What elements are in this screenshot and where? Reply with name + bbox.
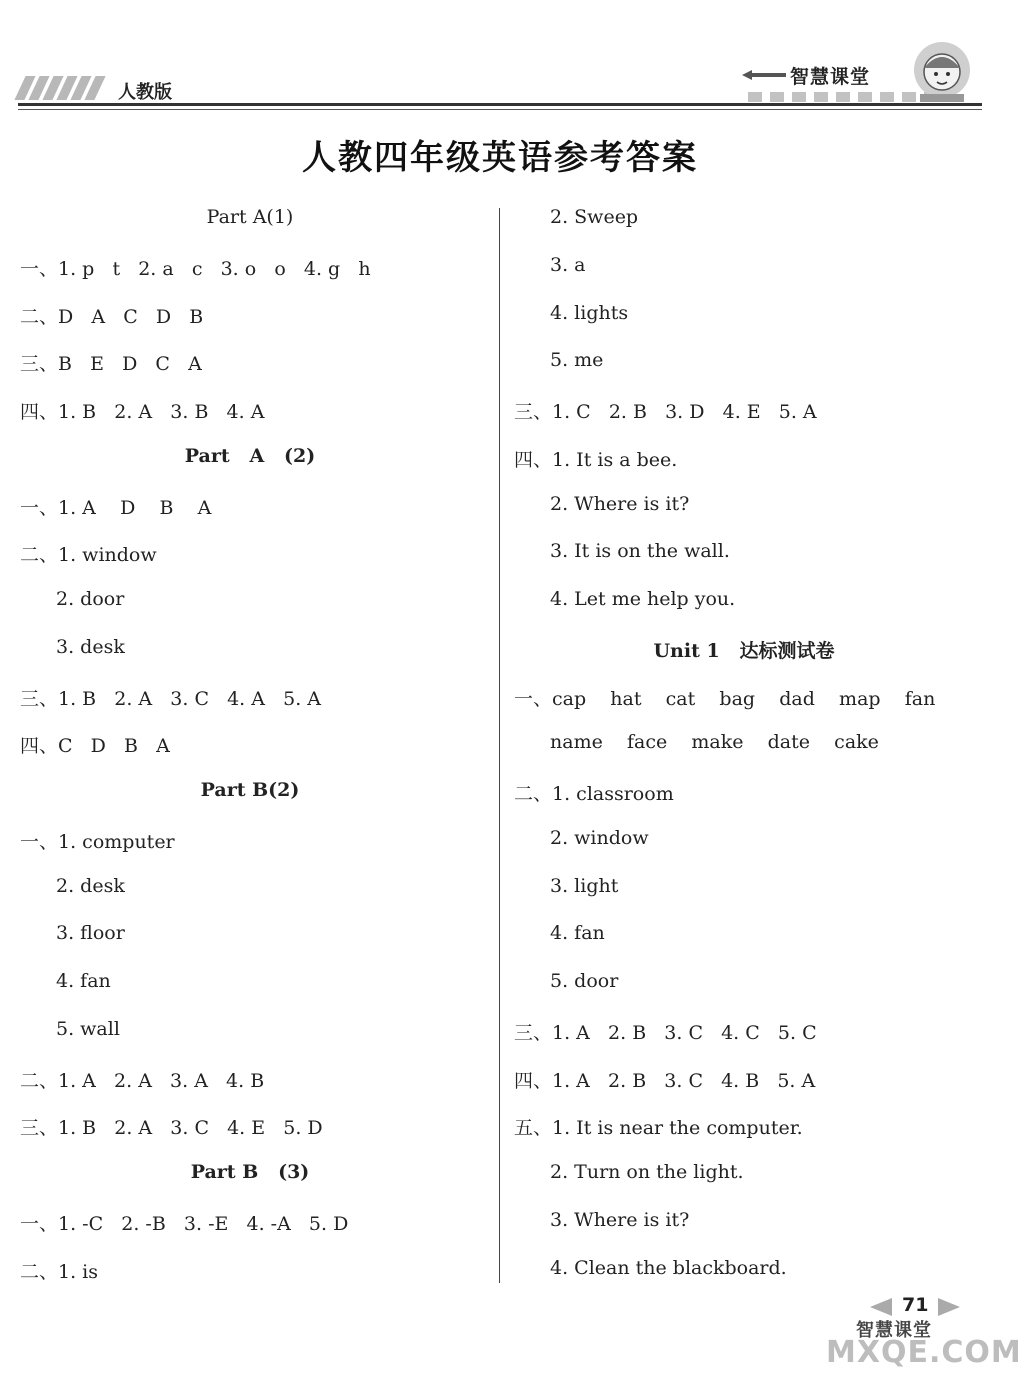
answer-line bbox=[56, 875, 125, 897]
answer-line bbox=[20, 1257, 98, 1284]
header-rule-thin bbox=[18, 109, 982, 110]
answer-text: 1. A D B A bbox=[58, 496, 212, 519]
header-rule bbox=[18, 103, 982, 106]
brand-title: 智慧课堂 bbox=[790, 66, 871, 88]
answer-line bbox=[550, 254, 586, 276]
answer-text: C D B A bbox=[58, 735, 170, 758]
section-heading bbox=[20, 206, 480, 228]
answer-line bbox=[20, 1066, 264, 1093]
answer-line bbox=[550, 827, 649, 849]
answer-line bbox=[514, 1113, 803, 1140]
answer-text: 4. fan bbox=[56, 970, 111, 992]
answer-text: 2. door bbox=[56, 588, 125, 610]
answer-line bbox=[56, 970, 111, 992]
section-heading-text: Part B (3) bbox=[190, 1161, 310, 1183]
answer-text: 1. B 2. A 3. B 4. A bbox=[58, 401, 265, 423]
answer-text: 1. A 2. A 3. A 4. B bbox=[58, 1069, 265, 1092]
triangle-right-icon bbox=[938, 1298, 960, 1316]
question-number: 四、 bbox=[514, 1069, 553, 1092]
answer-line bbox=[550, 1209, 689, 1231]
answer-line bbox=[514, 445, 677, 472]
answer-text: 1. classroom bbox=[552, 783, 674, 805]
answer-line bbox=[550, 206, 638, 228]
arrow-left-icon bbox=[742, 70, 786, 80]
question-number: 三、 bbox=[20, 1117, 59, 1140]
question-number: 二、 bbox=[514, 783, 553, 805]
answer-text: 2. Where is it? bbox=[550, 492, 690, 515]
answer-text: D A C D B bbox=[58, 305, 204, 328]
answer-text: 3. desk bbox=[56, 635, 125, 658]
answer-text: 3. Where is it? bbox=[550, 1208, 690, 1231]
answer-text: 1. B 2. A 3. C 4. A 5. A bbox=[58, 687, 321, 710]
answer-line bbox=[20, 731, 170, 758]
question-number: 一、 bbox=[20, 1212, 59, 1235]
answer-line bbox=[20, 1113, 323, 1140]
question-number: 四、 bbox=[514, 448, 553, 471]
answer-line bbox=[20, 302, 203, 329]
edition-label: 人教版 bbox=[118, 82, 172, 103]
answer-text: cap hat cat bag dad map fan bbox=[552, 687, 936, 710]
answer-text: 1. computer bbox=[58, 830, 175, 853]
answer-line bbox=[550, 540, 730, 562]
answer-text: 1. A 2. B 3. C 4. C 5. C bbox=[552, 1021, 817, 1044]
answer-line bbox=[550, 302, 628, 324]
answer-text: 4. lights bbox=[550, 301, 629, 324]
answer-text: 4. Let me help you. bbox=[550, 588, 736, 610]
answer-text: 1. C 2. B 3. D 4. E 5. A bbox=[552, 401, 817, 423]
section-heading bbox=[20, 779, 480, 801]
answer-text: 1. A 2. B 3. C 4. B 5. A bbox=[552, 1069, 816, 1092]
section-heading-text: Part B(2) bbox=[200, 779, 300, 801]
answer-text: 2. Sweep bbox=[550, 206, 639, 228]
question-number: 一、 bbox=[514, 687, 553, 710]
answer-line bbox=[20, 827, 175, 854]
section-heading-text: Unit 1 达标测试卷 bbox=[653, 639, 835, 662]
answer-line bbox=[550, 1257, 787, 1279]
answer-line bbox=[56, 588, 124, 610]
section-heading bbox=[20, 445, 480, 467]
question-number: 三、 bbox=[20, 353, 59, 376]
question-number: 三、 bbox=[514, 401, 553, 423]
answer-line bbox=[20, 493, 211, 520]
question-number: 三、 bbox=[514, 1021, 553, 1044]
page-header bbox=[0, 0, 1000, 115]
question-number: 二、 bbox=[20, 1069, 59, 1092]
page-title: 人教四年级英语参考答案 bbox=[302, 138, 698, 178]
question-number: 五、 bbox=[514, 1117, 553, 1140]
answer-line bbox=[514, 1066, 815, 1093]
answer-line bbox=[20, 540, 157, 567]
answer-text: 2. Turn on the light. bbox=[550, 1161, 744, 1183]
answer-line bbox=[514, 779, 674, 806]
answer-line bbox=[56, 922, 125, 944]
question-number: 二、 bbox=[20, 305, 59, 328]
answer-line bbox=[550, 349, 603, 371]
answer-text: 5. door bbox=[550, 970, 619, 992]
answer-text: 1. B 2. A 3. C 4. E 5. D bbox=[58, 1117, 323, 1140]
triangle-left-icon bbox=[870, 1298, 892, 1316]
answer-line bbox=[20, 349, 202, 376]
answer-text: 5. wall bbox=[56, 1017, 120, 1040]
answer-text: B E D C A bbox=[58, 353, 202, 376]
answer-line bbox=[20, 397, 264, 424]
answer-line bbox=[514, 1018, 817, 1045]
answer-text: 1. It is near the computer. bbox=[552, 1117, 803, 1140]
question-number: 二、 bbox=[20, 544, 59, 567]
answer-text: 3. floor bbox=[56, 922, 125, 945]
girl-mascot-icon bbox=[906, 40, 978, 106]
question-number: 二、 bbox=[20, 1260, 59, 1283]
section-heading bbox=[514, 636, 974, 663]
answer-line bbox=[56, 636, 125, 658]
header-stripes bbox=[20, 76, 100, 100]
answer-text: 5. me bbox=[550, 349, 604, 372]
answer-text: 2. window bbox=[550, 826, 649, 849]
answer-line bbox=[20, 254, 371, 281]
answer-text: 3. light bbox=[550, 874, 619, 897]
question-number: 四、 bbox=[20, 401, 59, 423]
watermark: MXQE.COM bbox=[826, 1335, 1022, 1370]
answer-text: 4. fan bbox=[550, 922, 605, 945]
section-heading bbox=[20, 1161, 480, 1183]
answer-text: 1. -C 2. -B 3. -E 4. -A 5. D bbox=[58, 1212, 349, 1235]
answer-line bbox=[550, 922, 605, 944]
question-number: 三、 bbox=[20, 687, 59, 710]
answer-text: 1. p t 2. a c 3. o o 4. g h bbox=[58, 257, 371, 280]
answer-text: 3. It is on the wall. bbox=[550, 540, 730, 563]
column-divider bbox=[499, 208, 500, 1283]
answer-line bbox=[20, 684, 321, 711]
answer-text: 3. a bbox=[550, 253, 586, 276]
page-number: 71 bbox=[902, 1294, 929, 1316]
answer-line bbox=[56, 1018, 120, 1040]
answer-line bbox=[550, 493, 689, 515]
answer-text: 1. It is a bee. bbox=[552, 448, 678, 471]
footer-brand: 智慧课堂 bbox=[856, 1320, 932, 1341]
answer-line bbox=[550, 970, 618, 992]
answer-text: 4. Clean the blackboard. bbox=[550, 1256, 787, 1279]
answer-text: name face make date cake bbox=[550, 731, 879, 754]
answer-text: 1. window bbox=[58, 544, 157, 567]
answer-line bbox=[550, 588, 735, 610]
answer-line bbox=[20, 1209, 348, 1236]
section-heading-text: Part A (2) bbox=[184, 444, 316, 467]
question-number: 一、 bbox=[20, 830, 59, 853]
answer-line bbox=[550, 875, 618, 897]
answer-line bbox=[514, 397, 817, 424]
answer-line bbox=[550, 1161, 744, 1183]
answer-line bbox=[514, 684, 935, 711]
answer-text: 1. is bbox=[58, 1260, 99, 1283]
question-number: 一、 bbox=[20, 496, 59, 519]
answer-line bbox=[550, 731, 879, 753]
question-number: 一、 bbox=[20, 257, 59, 280]
section-heading-text: Part A(1) bbox=[206, 206, 294, 228]
answer-text: 2. desk bbox=[56, 874, 125, 897]
question-number: 四、 bbox=[20, 735, 59, 758]
